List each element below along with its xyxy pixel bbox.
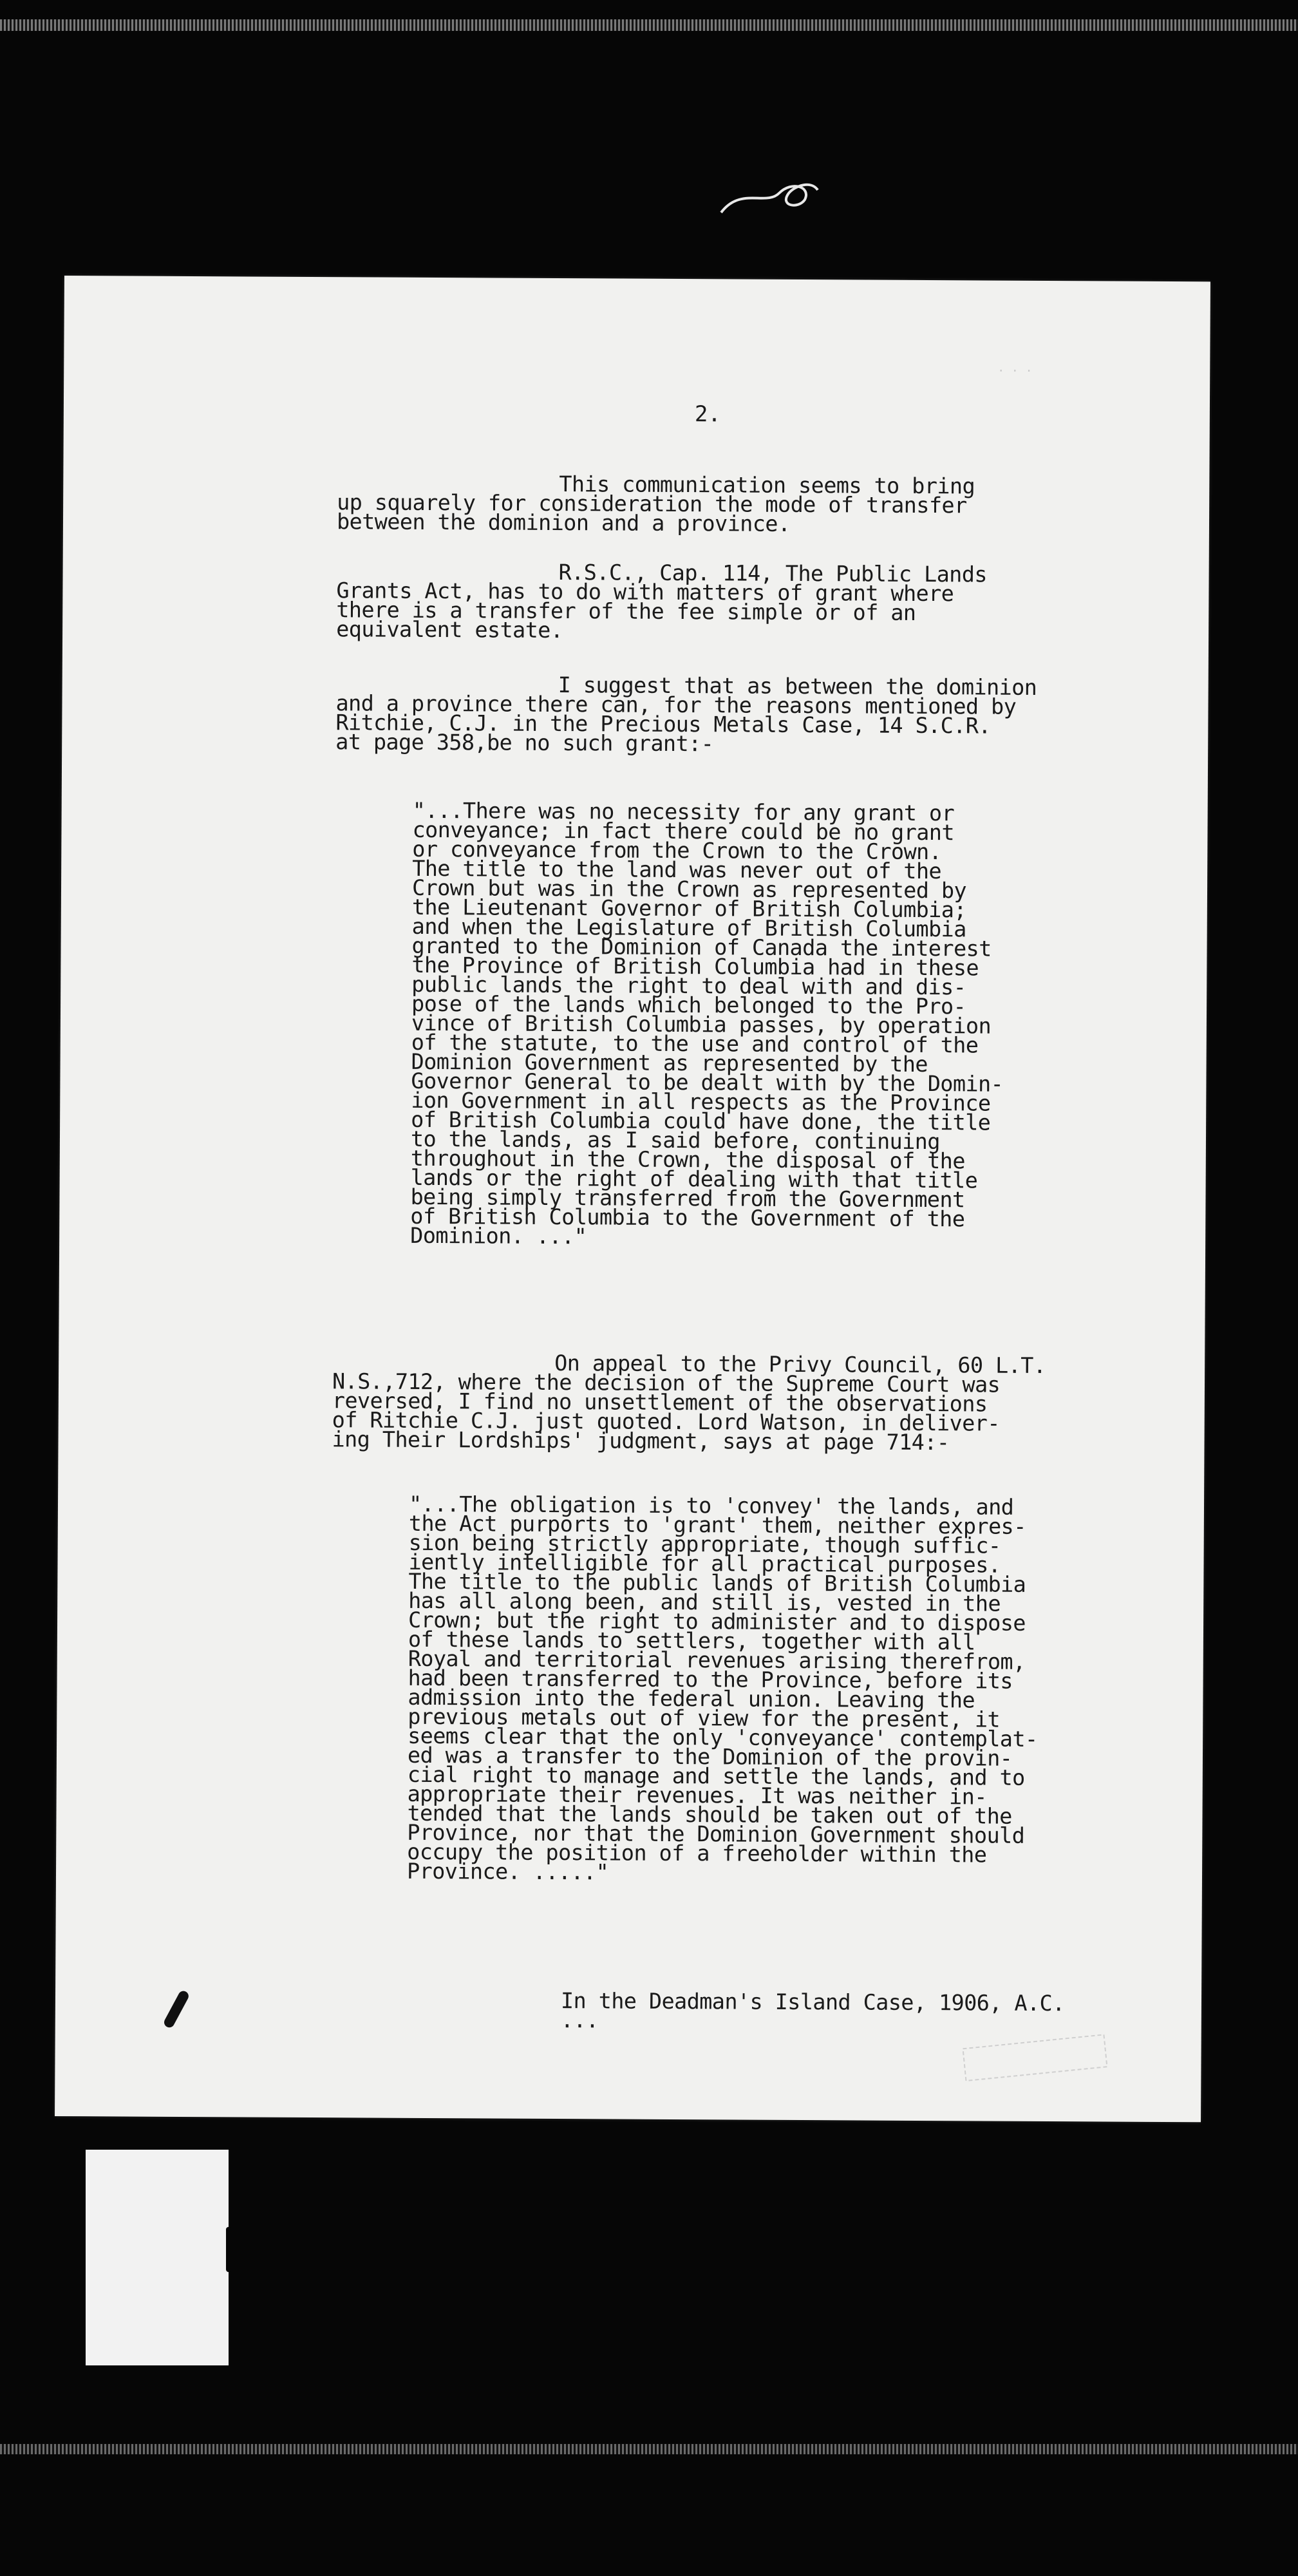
pencil-scribble <box>715 174 824 225</box>
paragraph-no-such-grant: I suggest that as between the dominion and a province there can, for the reasons mentioned by Ritchie, C.J. in the Precious Metals Case, 14 S.C.R. at page 358,be no such grant:- <box>335 672 1037 757</box>
slip-notch <box>226 2227 232 2272</box>
document-page <box>55 276 1210 2122</box>
quotation-ritchie: "...There was no necessity for any grant or conveyance; in fact there could be no grant or conveyance from the Crown to the Crown. The title to the land was never out of the Crown but was in the Crown as represented by the Lieutenant Governor of British Columbia; and when the Legislature of British Columbia granted to the Dominion of Canada the interest the Province of British Columbia had in these public lands the right to deal with and dis- pose of the lands which belonged to the Pro- vince of British Columbia passes, by operation of the statute, to the use and control of the Dominion Government as represented by the Governor General to be dealt with by the Domin- ion Government in all respects as the Province of British Columbia could have done, the title to the lands, as I said before, continuing throughout in the Crown, the disposal of the lands or the right of dealing with that title being simply transferred from the Government of British Columbia to the Government of the Dominion. ..." <box>410 797 1004 1249</box>
speckle-marks: · · · <box>997 364 1033 378</box>
paragraph-mode-of-transfer: This communication seems to bring up squarely for consideration the mode of transfer between the dominion and a province. <box>336 471 975 536</box>
paragraph-privy-council-appeal: On appeal to the Privy Council, 60 L.T. N.S.,712, where the decision of the Supreme Court was reversed, I find no unsettlement of the observations of Ritchie C.J. just quoted. Lord Watson, in deliver- ing Their Lordships' judgment, says at page 714:- <box>332 1350 1046 1455</box>
page-number: 2. <box>694 401 721 428</box>
quotation-lord-watson: "...The obligation is to 'convey' the lands, and the Act purports to 'grant' them, neither expres- sion being strictly appropriate, though suffic- iently intelligible for all practical purposes. The title to the public lands of British Columbia has all along been, and still is, vested in the Crown; but the right to administer and to dispose of these lands to settlers, together with all Royal and territorial revenues arising therefrom, had been transferred to the Province, before its admission into the federal union. Leaving the previous metals out of view for the present, it seems clear that the only 'conveyance' contemplat- ed was a transfer to the Dominion of the provin- cial right to manage and settle the lands, and to appropriate their revenues. It was neither in- tended that the lands should be taken out of the Province, nor that the Dominion Government should occupy the position of a freeholder within the Province. ....." <box>406 1491 1038 1885</box>
blank-slip <box>86 2150 229 2365</box>
pen-mark <box>162 1989 190 2029</box>
faded-stamp <box>961 2032 1113 2085</box>
paragraph-public-lands-grants-act: R.S.C., Cap. 114, The Public Lands Grants Act, has to do with matters of grant where there is a transfer of the fee simple or of an equivalent estate. <box>336 560 988 643</box>
paragraph-deadmans-island: In the Deadman's Island Case, 1906, A.C. ... <box>560 1988 1065 2033</box>
film-edge-bottom <box>0 2444 1298 2454</box>
film-edge-top <box>0 19 1298 31</box>
